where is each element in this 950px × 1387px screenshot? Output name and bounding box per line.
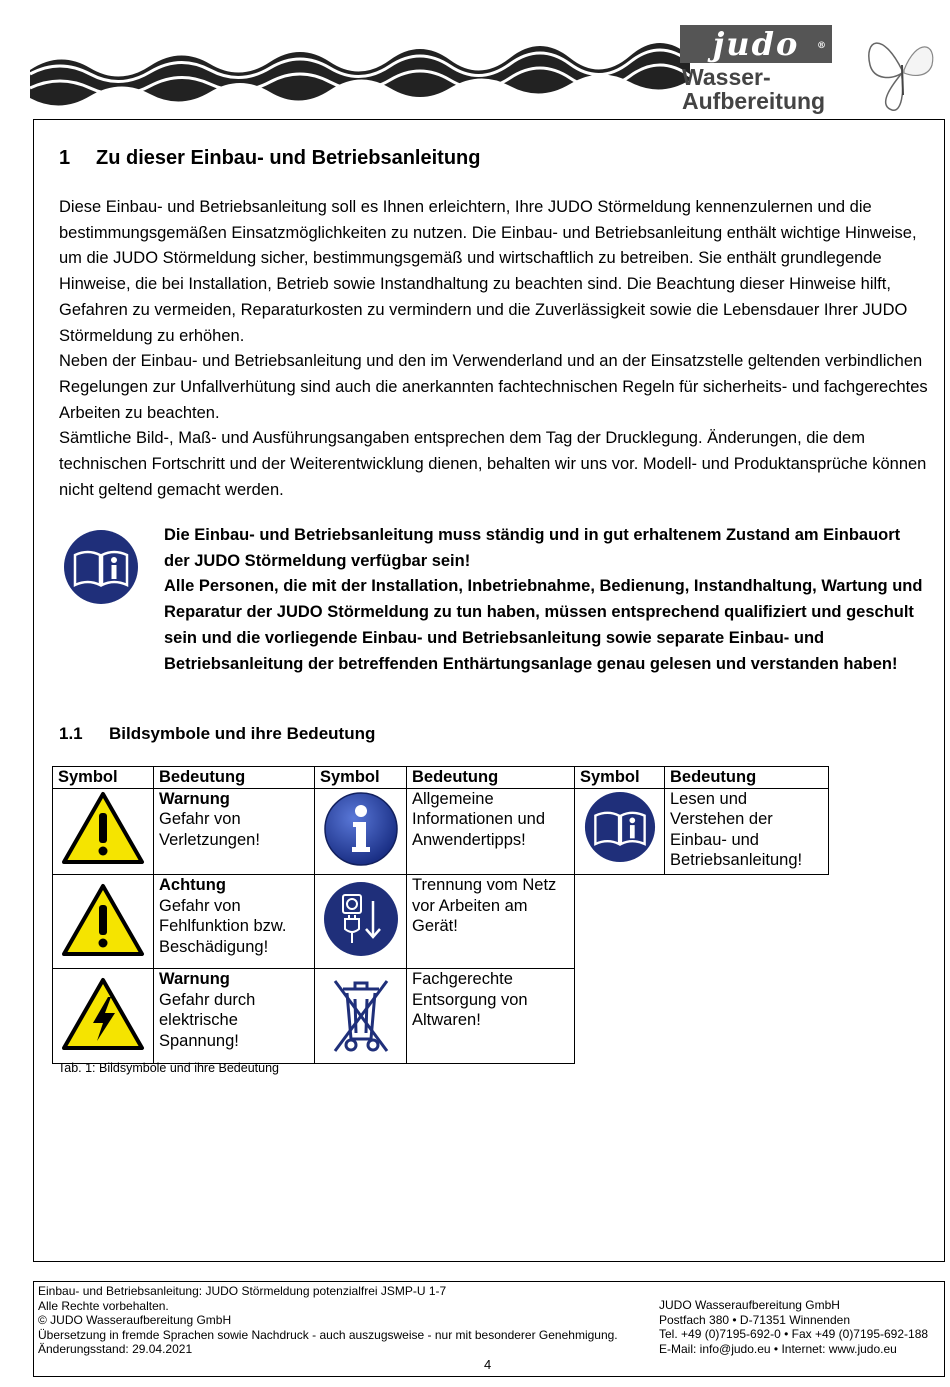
- info-icon: [323, 791, 399, 867]
- paragraph: Neben der Einbau- und Betriebsanleitung und den im Verwenderland und an der Einsatzstelle geltenden verbindlichen Regelungen zur Unfallverhütung sind auch die anerkannten fachtechnischen Regeln für sicherheits- und fachgerechtes Arbeiten zu beachten.: [59, 352, 928, 422]
- table-caption: Tab. 1: Bildsymbole und ihre Bedeutung: [58, 1061, 279, 1075]
- page-header: [0, 0, 950, 118]
- warning-exclamation-icon: [61, 791, 145, 865]
- disconnect-mains-icon: [323, 881, 399, 957]
- judo-logo: [680, 25, 832, 113]
- table-row: Achtung Gefahr von Fehlfunktion bzw. Beschädigung! Trennung vom Netz vor Arbeiten am Gerät!: [53, 875, 829, 969]
- butterfly-icon: [862, 25, 942, 115]
- footer-contact-block: JUDO Wasseraufbereitung GmbH Postfach 380 • D-71351 Winnenden Tel. +49 (0)7195-692-0 • Fax +49 (0)7195-692-188 E-Mail: info@judo.eu • Internet: www.judo.eu: [659, 1298, 929, 1356]
- paragraph: Sämtliche Bild-, Maß- und Ausführungsangaben entsprechen dem Tag der Drucklegung. Änderungen, die dem technischen Fortschritt und der Weiterentwicklung dienen, behalten wir uns vor. Modell- und Produktansprüche können nicht geltend gemacht werden.: [59, 429, 927, 499]
- read-manual-icon: [584, 791, 656, 863]
- table-row: Warnung Gefahr durch elektrische Spannung! Fachgerechte Entsorgung von Altwaren!: [53, 969, 829, 1064]
- electric-hazard-icon: [61, 977, 145, 1051]
- subsection-heading: 1.1 Bildsymbole und ihre Bedeutung: [59, 724, 376, 743]
- intro-text: [59, 195, 929, 503]
- weee-bin-icon: [329, 975, 393, 1055]
- important-note: Die Einbau- und Betriebsanleitung muss ständig und in gut erhaltenem Zustand am Einbauort der JUDO Störmeldung verfügbar sein! Alle Personen, die mit der Installation, Inbetriebnahme, Bedienung, Instandhaltung, Wartung und Reparatur der JUDO Störmeldung zu tun haben, müssen entsprechend qualifiziert und geschult sein und die vorliegende Einbau- und Betriebsanleitung sowie separate Einbau- und Betriebsanleitung der betreffenden Enthärtungsanlage genau gelesen und verstanden haben!: [164, 526, 923, 673]
- page-number: 4: [484, 1357, 492, 1372]
- logo-brand: judo ®: [680, 25, 832, 63]
- paragraph: Diese Einbau- und Betriebsanleitung soll es Ihnen erleichtern, Ihre JUDO Störmeldung kennenzulernen und die bestimmungsgemäßen Einsatzmöglichkeiten zu nutzen. Die Einbau- und Betriebsanleitung enthält wichtige Hinweise, um die JUDO Störmeldung sicher, bestimmungsgemäß und wirtschaftlich zu betreiben. Sie enthält grundlegende Hinweise, die bei Installation, Betrieb sowie Instandhaltung zu beachten sind. Die Beachtung dieser Hinweise hilft, Gefahren zu vermeiden, Reparaturkosten zu vermindern und die Zuverlässigkeit sowie die Lebensdauer Ihrer JUDO Störmeldung zu erhöhen.: [59, 198, 917, 345]
- table-row: Warnung Gefahr von Verletzungen! Allgemeine Informationen und Anwendertipps! Lesen und Verstehen der Einbau- und Betriebsanleitung!: [53, 788, 829, 875]
- read-manual-icon: [63, 529, 139, 605]
- footer-left-block: Einbau- und Betriebsanleitung: JUDO Störmeldung potenzialfrei JSMP-U 1-7 Alle Rechte vorbehalten. © JUDO Wasseraufbereitung GmbH Übersetzung in fremde Sprachen sowie Nachdruck - auch auszugsweise - nur mit besonderer Genehmigung. Änderungsstand: 29.04.2021: [38, 1284, 618, 1356]
- table-header-row: Symbol Bedeutung Symbol Bedeutung Symbol Bedeutung: [53, 767, 829, 789]
- page-footer: [33, 1281, 945, 1377]
- section-heading: 1 Zu dieser Einbau- und Betriebsanleitung: [59, 147, 481, 169]
- caution-exclamation-icon: [61, 883, 145, 957]
- logo-subtitle: Wasser- Aufbereitung: [682, 64, 826, 114]
- symbol-table: [52, 766, 829, 1064]
